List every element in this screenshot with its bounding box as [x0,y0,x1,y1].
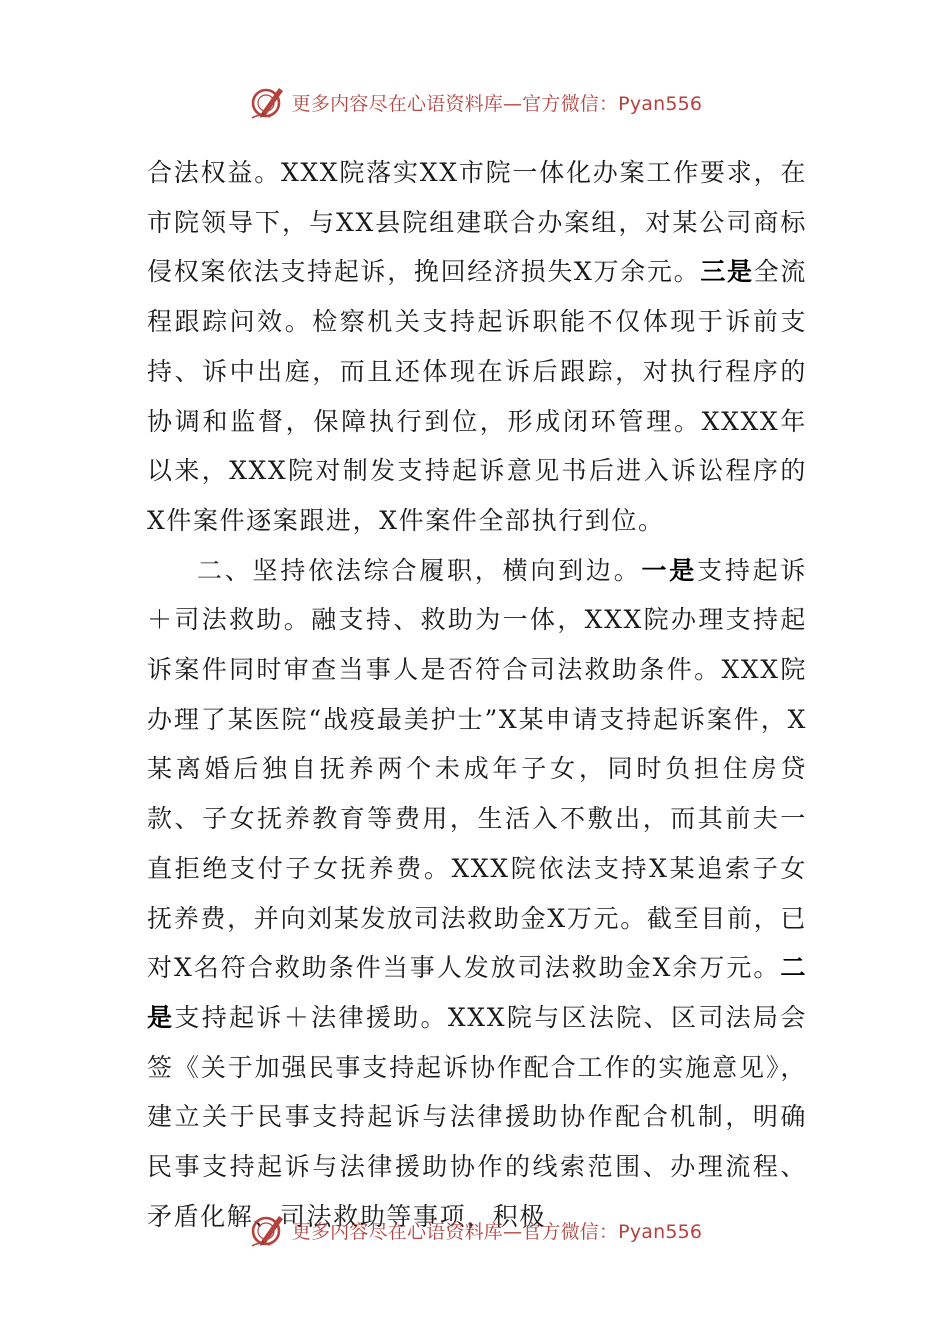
footer-banner [0,1208,950,1252]
document-body [147,148,807,1241]
keyword-second: 二是 [147,953,807,1032]
section-heading-text: 二、坚持依法综合履职，横向到边。 [197,555,642,585]
header-banner [0,80,950,124]
paragraph-text: 全流程跟踪问效。检察机关支持起诉职能不仅体现于诉前支持、诉中出庭，而且还体现在诉后跟踪，对执行程序的协调和监督，保障执行到位，形成闭环管理。XXXX年以来，XXX院对制发支持起诉意见书后进入诉讼程序的X件案件逐案跟进，X件案件全部执行到位。 [147,257,808,535]
header-banner-text: 更多内容尽在心语资料库—官方微信：Pyan556 [291,92,703,115]
keyword-third: 三是 [700,257,754,287]
paragraph-text: 合法权益。XXX院落实XX市院一体化办案工作要求，在市院领导下，与XX县院组建联合办案组，对某公司商标侵权案依法支持起诉，挽回经济损失X万余元。 [147,158,807,287]
pen-circle-logo-icon [248,1210,288,1250]
paragraph-text: 支持起诉＋司法救助。融支持、救助为一体，XXX院办理支持起诉案件同时审查当事人是否符合司法救助条件。XXX院办理了某医院“战疫最美护士”X某申请支持起诉案件，X某离婚后独自抚养两个未成年子女，同时负担住房贷款、子女抚养教育等费用，生活入不敷出，而其前夫一直拒绝支付子女抚养费。XXX院依法支持X某追索子女抚养费，并向刘某发放司法救助金X万元。截至目前，已对X名符合救助条件当事人发放司法救助金X余万元。 [147,555,807,983]
footer-banner-text: 更多内容尽在心语资料库—官方微信：Pyan556 [291,1220,703,1243]
paragraph-continuation [147,148,807,546]
pen-circle-logo-icon [248,82,288,122]
paragraph-section-two [147,546,807,1242]
keyword-first: 一是 [641,555,698,585]
paragraph-text: 支持起诉＋法律援助。XXX院与区法院、区司法局会签《关于加强民事支持起诉协作配合工作的实施意见》，建立关于民事支持起诉与法律援助协作配合机制，明确民事支持起诉与法律援助协作的线索范围、办理流程、矛盾化解、司法救助等事项，积极 [147,1002,807,1231]
